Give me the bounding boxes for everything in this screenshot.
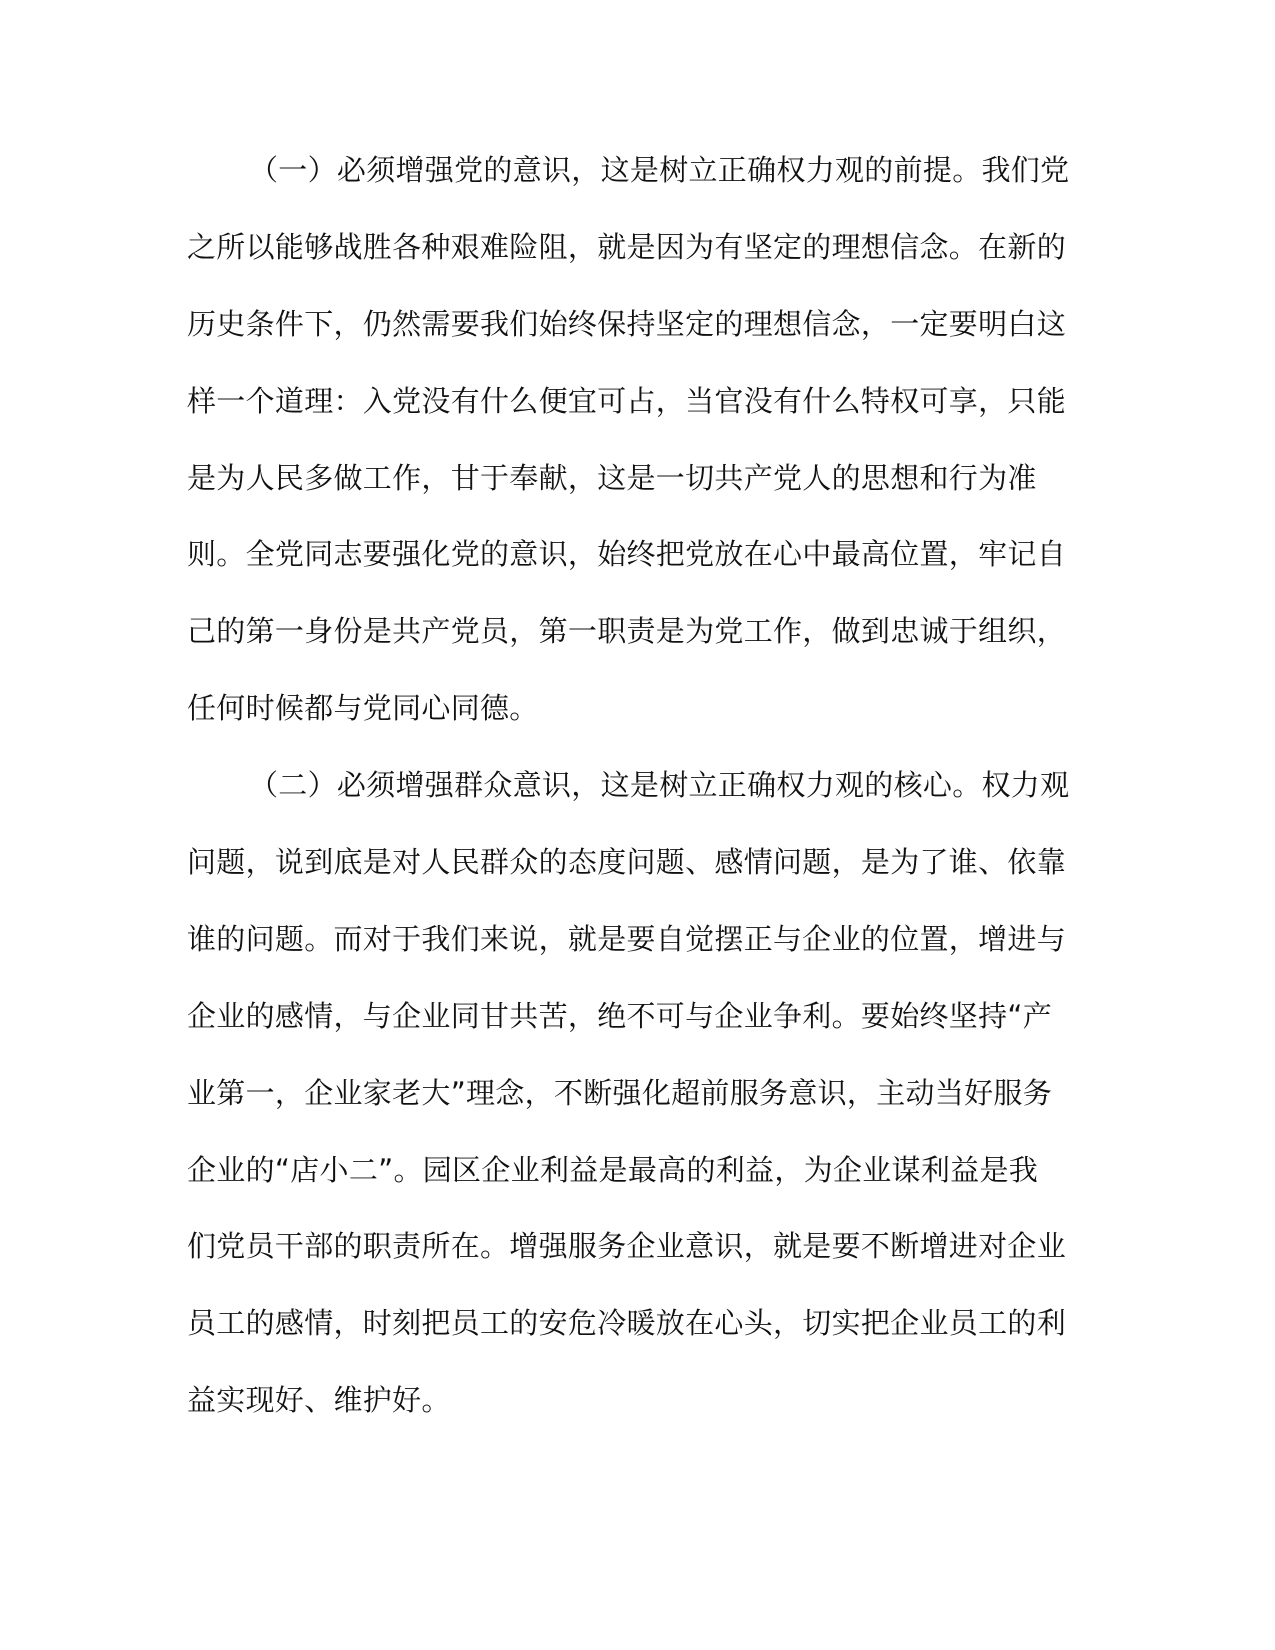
paragraph-2: [187, 747, 1070, 1439]
body-text: [187, 132, 1070, 1439]
text-line: 业第一，企业家老大”理念，不断强化超前服务意识，主动当好服务: [187, 1075, 1053, 1110]
text-line: 问题，说到底是对人民群众的态度问题、感情问题，是为了谁、依靠: [187, 845, 1067, 880]
text-line: 们党员干部的职责所在。增强服务企业意识，就是要不断增进对企业: [187, 1229, 1067, 1264]
text-line: （一）必须增强党的意识，这是树立正确权力观的前提。我们党: [249, 153, 1070, 187]
text-line: 历史条件下，仍然需要我们始终保持坚定的理想信念，一定要明白这: [187, 306, 1067, 341]
paragraph-1: [187, 132, 1070, 747]
text-line: 则。全党同志要强化党的意识，始终把党放在心中最高位置，牢记自: [187, 537, 1067, 572]
text-line: （二）必须增强群众意识，这是树立正确权力观的核心。权力观: [249, 768, 1070, 803]
text-line: 企业的“店小二”。园区企业利益是最高的利益，为企业谋利益是我: [187, 1152, 1039, 1187]
text-line: 任何时候都与党同心同德。: [187, 691, 539, 726]
text-line: 企业的感情，与企业同甘共苦，绝不可与企业争利。要始终坚持“产: [187, 998, 1053, 1033]
text-line: 员工的感情，时刻把员工的安危冷暖放在心头，切实把企业员工的利: [187, 1306, 1067, 1341]
text-line: 是为人民多做工作，甘于奉献，这是一切共产党人的思想和行为准: [187, 460, 1037, 495]
text-line: 之所以能够战胜各种艰难险阻，就是因为有坚定的理想信念。在新的: [187, 229, 1067, 264]
text-line: 谁的问题。而对于我们来说，就是要自觉摆正与企业的位置，增进与: [187, 921, 1067, 956]
text-line: 己的第一身份是共产党员，第一职责是为党工作，做到忠诚于组织，: [187, 614, 1067, 649]
text-line: 益实现好、维护好。: [187, 1383, 451, 1418]
text-line: 样一个道理：入党没有什么便宜可占，当官没有什么特权可享，只能: [187, 383, 1067, 418]
